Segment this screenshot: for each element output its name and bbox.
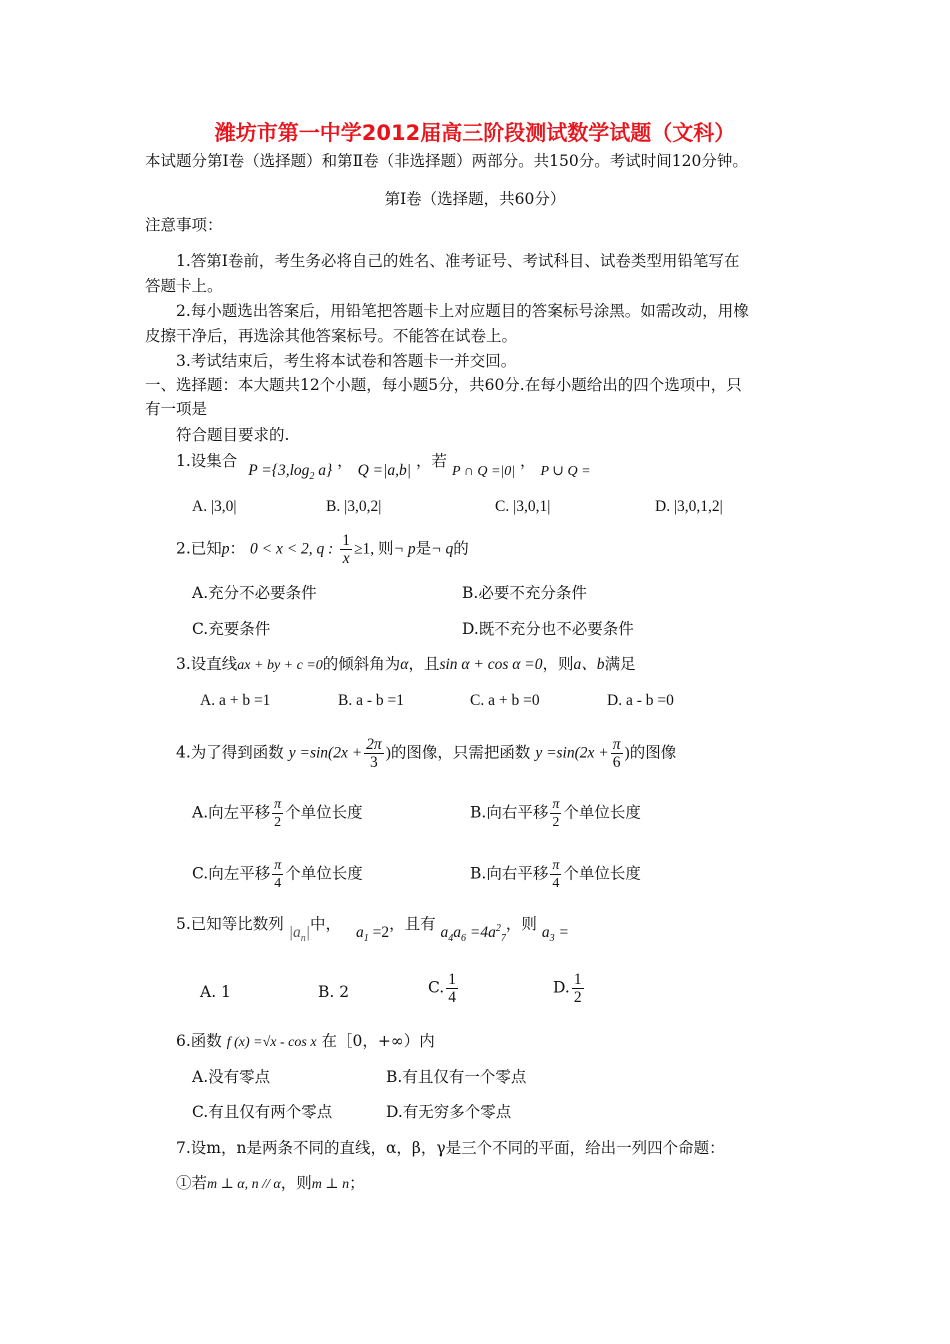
q1-option-c: C. |3,0,1| (495, 498, 551, 515)
question-6 (176, 1030, 435, 1054)
q2-option-c: C.充要条件 (192, 620, 271, 638)
function-2-expr: y =sin(2x + (535, 744, 609, 762)
item-1-conclusion: m ⊥ n (311, 1177, 350, 1192)
q4-option-b: B.向右平移 $\frac{\pi}{2}$ 个单位长度 (470, 797, 641, 830)
exam-title: 潍坊市第一中学2012届高三阶段测试数学试题（文科） (214, 121, 736, 145)
question-1 (176, 450, 591, 483)
word-and: ，且 (408, 655, 440, 673)
not-q: ¬ q (431, 540, 454, 558)
word-satisfy: 满足 (604, 655, 636, 673)
section-heading-cont: 符合题目要求的. (176, 426, 290, 444)
line-equation: ax + by + c =0 (237, 658, 323, 673)
note-line: 1.答第Ⅰ卷前，考生务必将自己的姓名、准考证号、考试科目、试卷类型用铅笔写在 (176, 252, 740, 270)
trig-equation: sin α + cos α =0 (439, 656, 543, 673)
a1-expr: $a_1 =2$ (355, 924, 390, 945)
word-then: ，则 (505, 915, 537, 934)
set-p-expr: $P =\{3,\log_2$ a} (248, 462, 333, 483)
q6-option-b: B.有且仅有一个零点 (386, 1068, 527, 1086)
q6-option-c: C.有且仅有两个零点 (192, 1103, 333, 1121)
q3-option-d: D. a - b =0 (607, 692, 674, 709)
word-and-have: ，且有 (389, 915, 436, 934)
notes-heading: 注意事项： (145, 216, 223, 234)
section-heading: 一、选择题：本大题共12个小题，每小题5分，共60分.在每小题给出的四个选项中，只 (145, 376, 742, 394)
set-q-expr: Q =|a,b| (357, 462, 412, 479)
comma: ， (520, 452, 536, 470)
note-line: 皮擦干净后，再选涂其他答案标号。不能答在试卷上。 (145, 327, 518, 345)
word-then: ，则 (280, 1174, 312, 1192)
word-is: 是 (415, 539, 432, 558)
comma: ， (337, 452, 353, 470)
q6-option-d: D.有无穷多个零点 (386, 1103, 512, 1121)
q4-option-a: A.向左平移 $\frac{\pi}{2}$ 个单位长度 (192, 797, 363, 830)
question-4-mid: 的图像，只需把函数 (390, 743, 531, 762)
q2-option-b: B.必要不充分条件 (462, 584, 587, 602)
intersection-expr: P ∩ Q =|0| (451, 464, 516, 479)
fraction-2pi-over-3: $\frac{2\pi}{3}$ (366, 736, 382, 771)
question-3-stem: 3.设直线 (176, 655, 238, 673)
question-5 (176, 910, 569, 945)
word-if: ，若 (415, 452, 447, 470)
paren: ) (385, 744, 391, 762)
question-3 (176, 653, 636, 677)
q5-option-a: A. 1 (200, 983, 231, 1001)
item-1-condition: m ⊥ α, n // α (207, 1177, 281, 1192)
part1-heading: 第Ⅰ卷（选择题，共60分） (384, 190, 566, 208)
sequence-expr: $|a_n|$ (288, 924, 311, 945)
colon: ： (229, 539, 246, 558)
question-7: 7.设m，n是两条不同的直线，α，β，γ是三个不同的平面，给出一列四个命题： (176, 1139, 725, 1157)
condition-expr: 0 < x < 2, q : (250, 540, 334, 558)
q1-option-a: A. |3,0| (192, 498, 237, 515)
q3-option-c: C. a + b =0 (470, 692, 540, 709)
q5-option-c: C. $\frac{1}{4}$ (428, 971, 456, 1006)
question-4-end: 的图像 (629, 743, 677, 762)
q4-option-d: B.向右平移 $\frac{\pi}{4}$ 个单位长度 (470, 858, 641, 891)
q2-option-d: D.既不充分也不必要条件 (462, 620, 634, 638)
function-1-expr: y =sin(2x + (288, 744, 363, 762)
not-p: ¬ p (393, 540, 416, 558)
question-2 (176, 532, 469, 567)
q3-option-b: B. a - b =1 (338, 692, 404, 709)
word-then: ，则 (542, 655, 574, 673)
q1-option-b: B. |3,0,2| (326, 498, 382, 515)
paren: ) (624, 744, 630, 762)
vars-ab: a、b (573, 656, 605, 673)
question-3-mid: 的倾斜角为 (322, 655, 401, 673)
question-1-stem: 1.设集合 (176, 452, 238, 470)
exam-intro: 本试题分第Ⅰ卷（选择题）和第Ⅱ卷（非选择题）两部分。共150分。考试时间120分钟。 (145, 152, 748, 170)
q5-option-d: D. $\frac{1}{2}$ (553, 971, 582, 1006)
q1-option-d: D. |3,0,1,2| (655, 498, 723, 515)
question-7-item-1 (176, 1172, 365, 1196)
word-of: 的 (453, 539, 469, 558)
note-line: 答题卡上。 (145, 277, 223, 295)
question-4 (176, 736, 676, 771)
union-expr: P ∪ Q = (540, 464, 591, 479)
section-heading-cont: 有一项是 (145, 400, 208, 418)
condition-expr-2: ≥1, 则 (354, 540, 394, 558)
fraction-pi-over-6: $\frac{\pi}{6}$ (612, 736, 621, 771)
q5-option-b: B. 2 (318, 983, 350, 1001)
function-expr: f (x) =√x - cos x (226, 1035, 317, 1050)
fraction-1-over-x: $\frac{1}{x}$ (342, 532, 351, 567)
q6-option-a: A.没有零点 (192, 1068, 271, 1086)
q2-option-a: A.充分不必要条件 (192, 584, 317, 602)
question-4-stem: 4.为了得到函数 (176, 743, 284, 762)
question-2-stem: 2.已知 (176, 539, 222, 558)
semicolon: ； (349, 1174, 365, 1192)
note-line: 3.考试结束后，考生将本试卷和答题卡一并交回。 (176, 352, 517, 370)
relation-expr: $a_4a_6 =4a^2_7$ (440, 923, 506, 945)
question-6-end: 在［0，+∞）内 (321, 1032, 435, 1050)
alpha: α (400, 656, 409, 673)
note-line: 2.每小题选出答案后，用铅笔把答题卡上对应题目的答案标号涂黑。如需改动，用橡 (176, 302, 749, 320)
a3-expr: $a_3$ = (541, 924, 569, 945)
question-5-stem: 5.已知等比数列 (176, 915, 284, 934)
var-p: p (221, 540, 230, 558)
question-6-stem: 6.函数 (176, 1032, 222, 1050)
word-in: 中， (310, 915, 342, 934)
item-1-prefix: ①若 (176, 1174, 208, 1192)
q3-option-a: A. a + b =1 (200, 692, 271, 709)
q4-option-c: C.向左平移 $\frac{\pi}{4}$ 个单位长度 (192, 858, 363, 891)
